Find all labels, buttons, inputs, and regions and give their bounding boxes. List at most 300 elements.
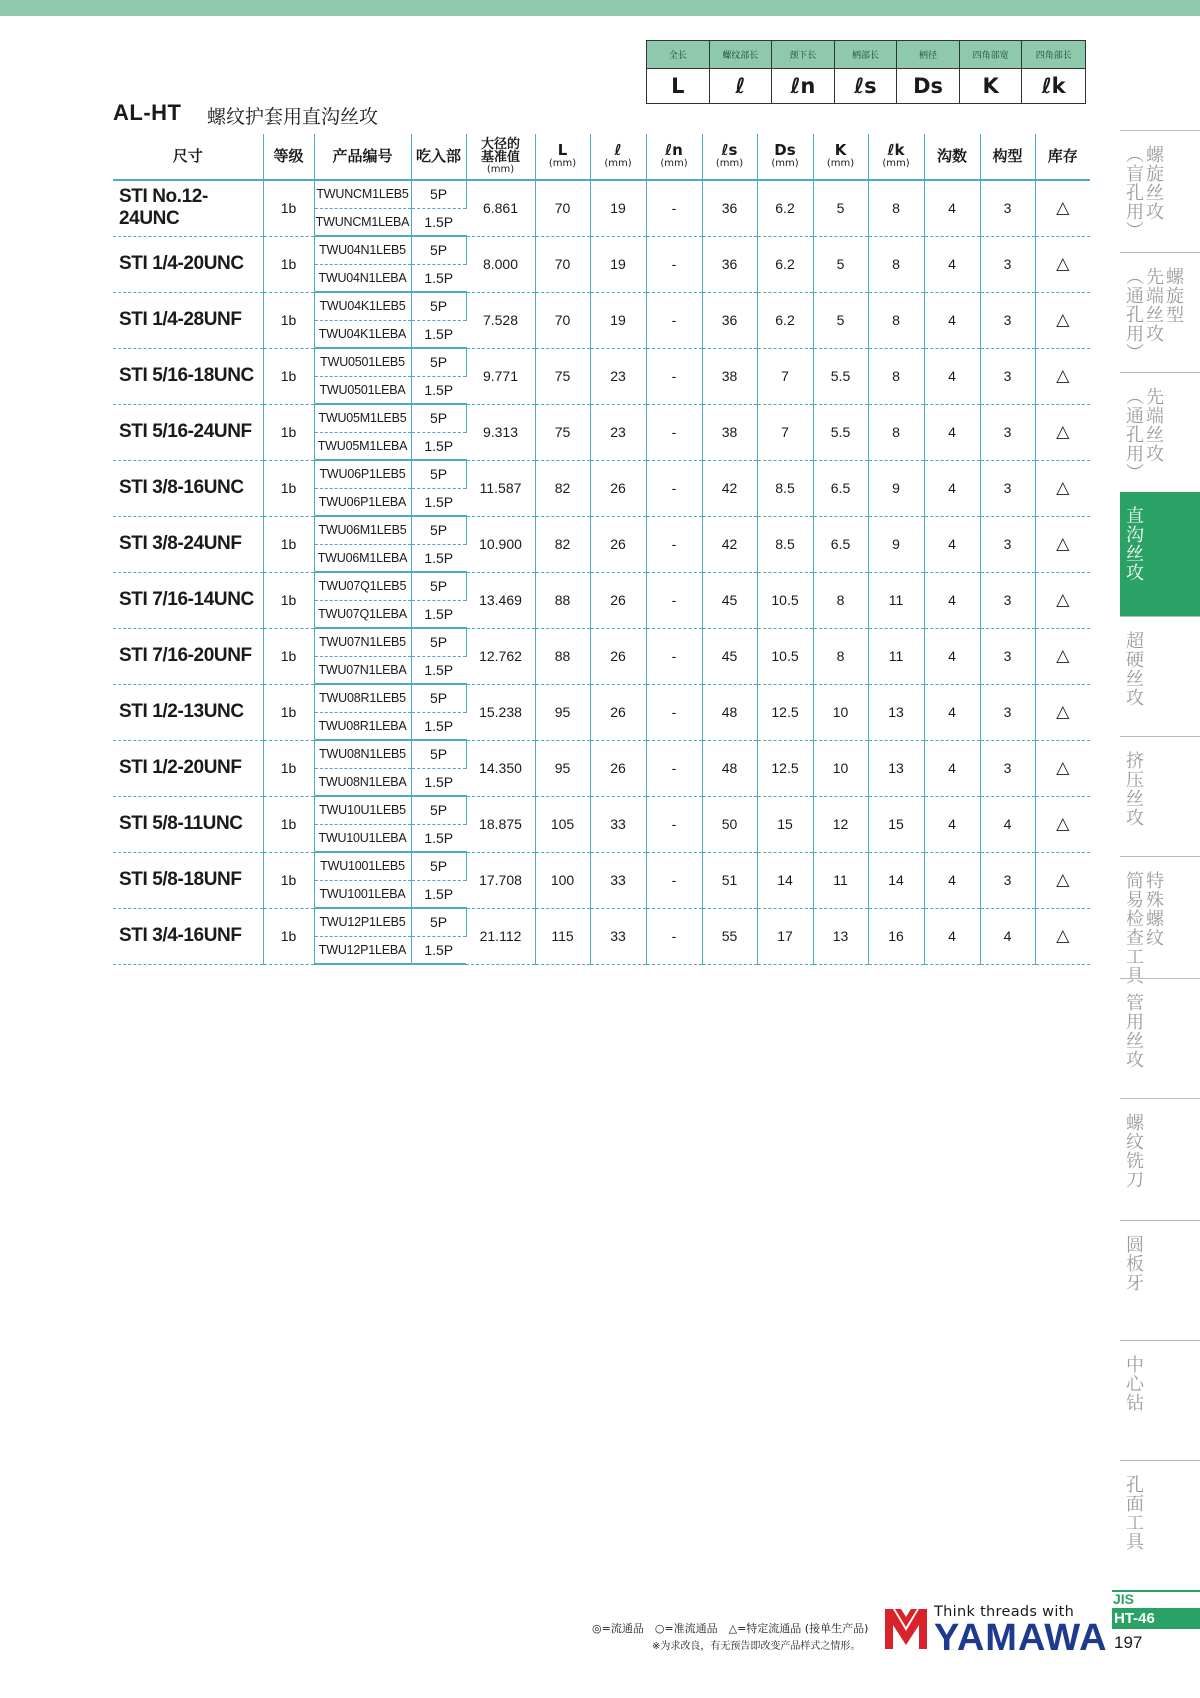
product-code-cell: TWU06P1LEBA <box>314 488 411 516</box>
Ds-cell: 7 <box>757 348 813 404</box>
header-lk-unit: (mm) <box>882 158 910 170</box>
ref-cell: 7.528 <box>466 292 535 348</box>
Ds-cell: 6.2 <box>757 180 813 236</box>
header-ref-line2: 基准值 <box>480 150 520 166</box>
side-tab-label: 先端丝攻 <box>1143 267 1164 343</box>
L-cell: 100 <box>535 852 590 908</box>
L-cell: 70 <box>535 292 590 348</box>
type-cell: 3 <box>980 236 1035 292</box>
ls-cell: 55 <box>702 908 757 964</box>
side-tab[interactable] <box>1120 1460 1200 1580</box>
lk-cell: 13 <box>868 684 924 740</box>
product-code-cell: TWU08N1LEB5 <box>314 740 411 768</box>
lk-cell: 11 <box>868 628 924 684</box>
ref-cell: 9.313 <box>466 404 535 460</box>
lk-cell: 16 <box>868 908 924 964</box>
header-grade: 等级 <box>263 134 314 180</box>
table-row <box>113 796 1090 824</box>
bite-cell: 1.5P <box>411 656 466 684</box>
l-cell: 26 <box>590 684 646 740</box>
ls-cell: 45 <box>702 572 757 628</box>
stock-cell: △ <box>1035 628 1090 684</box>
grade-cell: 1b <box>263 908 314 964</box>
bite-cell: 5P <box>411 684 466 712</box>
header-L <box>535 134 590 180</box>
header-K-unit: (mm) <box>826 158 855 170</box>
product-code-cell: TWU04K1LEB5 <box>314 292 411 320</box>
ls-cell: 48 <box>702 684 757 740</box>
bite-cell: 5P <box>411 852 466 880</box>
flutes-cell: 4 <box>924 516 980 572</box>
type-cell: 3 <box>980 516 1035 572</box>
side-tab-label: 螺纹铣刀 <box>1123 1113 1144 1189</box>
l-cell: 26 <box>590 628 646 684</box>
size-cell: STI 5/16-24UNF <box>113 404 263 460</box>
bite-cell: 1.5P <box>411 208 466 236</box>
bite-cell: 1.5P <box>411 432 466 460</box>
product-code-cell: TWU06M1LEBA <box>314 544 411 572</box>
product-code-cell: TWU06P1LEB5 <box>314 460 411 488</box>
ln-cell: - <box>646 628 702 684</box>
K-cell: 5 <box>813 292 868 348</box>
ref-cell: 13.469 <box>466 572 535 628</box>
L-cell: 95 <box>535 740 590 796</box>
table-header-row <box>113 134 1090 180</box>
bite-cell: 1.5P <box>411 544 466 572</box>
type-cell: 3 <box>980 628 1035 684</box>
grade-cell: 1b <box>263 292 314 348</box>
ln-cell: - <box>646 684 702 740</box>
lk-cell: 15 <box>868 796 924 852</box>
table-row <box>113 908 1090 936</box>
ref-cell: 21.112 <box>466 908 535 964</box>
L-cell: 88 <box>535 628 590 684</box>
type-cell: 3 <box>980 180 1035 236</box>
product-code-cell: TWU07N1LEBA <box>314 656 411 684</box>
spec-table <box>113 134 1090 965</box>
product-code-cell: TWU04K1LEBA <box>314 320 411 348</box>
top-color-bar <box>0 0 1200 16</box>
table-row <box>113 404 1090 432</box>
side-tab-label: 直沟丝攻 <box>1123 506 1144 582</box>
product-code-cell: TWU06M1LEB5 <box>314 516 411 544</box>
size-cell: STI 7/16-14UNC <box>113 572 263 628</box>
bite-cell: 1.5P <box>411 264 466 292</box>
ref-cell: 10.900 <box>466 516 535 572</box>
flutes-cell: 4 <box>924 572 980 628</box>
flutes-cell: 4 <box>924 740 980 796</box>
ref-cell: 17.708 <box>466 852 535 908</box>
ref-cell: 6.861 <box>466 180 535 236</box>
catalog-code: HT-46 <box>1112 1608 1200 1629</box>
Ds-cell: 12.5 <box>757 684 813 740</box>
ln-cell: - <box>646 740 702 796</box>
side-tab-label: 简易检查工具 <box>1123 871 1144 985</box>
ls-cell: 38 <box>702 404 757 460</box>
legend-label: 四角部宽 <box>960 41 1023 69</box>
grade-cell: 1b <box>263 404 314 460</box>
stock-cell: △ <box>1035 404 1090 460</box>
flutes-cell: 4 <box>924 292 980 348</box>
header-stock: 库存 <box>1035 134 1090 180</box>
product-code-cell: TWU07Q1LEBA <box>314 600 411 628</box>
product-code-cell: TWU0501LEBA <box>314 376 411 404</box>
ln-cell: - <box>646 908 702 964</box>
grade-cell: 1b <box>263 852 314 908</box>
dimension-legend <box>646 40 1086 104</box>
ref-cell: 9.771 <box>466 348 535 404</box>
legend-symbol: ℓn <box>772 69 835 103</box>
bite-cell: 1.5P <box>411 880 466 908</box>
l-cell: 23 <box>590 348 646 404</box>
Ds-cell: 7 <box>757 404 813 460</box>
K-cell: 5.5 <box>813 404 868 460</box>
side-tab-label: 管用丝攻 <box>1123 993 1144 1069</box>
header-l-label: ℓ <box>614 141 622 160</box>
side-tab-label: （通孔用） <box>1123 387 1144 482</box>
legend-symbol: ℓs <box>835 69 898 103</box>
ls-cell: 36 <box>702 180 757 236</box>
stock-cell: △ <box>1035 740 1090 796</box>
ref-cell: 8.000 <box>466 236 535 292</box>
grade-cell: 1b <box>263 796 314 852</box>
legend-symbol: L <box>647 69 710 103</box>
side-tab[interactable] <box>1120 616 1200 736</box>
yamawa-logo-icon <box>883 1605 929 1651</box>
product-code-cell: TWU10U1LEB5 <box>314 796 411 824</box>
type-cell: 4 <box>980 908 1035 964</box>
ln-cell: - <box>646 516 702 572</box>
K-cell: 6.5 <box>813 460 868 516</box>
l-cell: 26 <box>590 740 646 796</box>
jis-label: JIS <box>1112 1590 1200 1606</box>
lk-cell: 8 <box>868 348 924 404</box>
l-cell: 23 <box>590 404 646 460</box>
side-tab-label: 中心钻 <box>1123 1355 1144 1412</box>
lk-cell: 14 <box>868 852 924 908</box>
l-cell: 26 <box>590 460 646 516</box>
ls-cell: 42 <box>702 460 757 516</box>
lk-cell: 11 <box>868 572 924 628</box>
stock-cell: △ <box>1035 460 1090 516</box>
header-ln <box>646 134 702 180</box>
header-ln-label: ℓn <box>665 141 683 160</box>
size-cell: STI 5/8-18UNF <box>113 852 263 908</box>
product-code-cell: TWU04N1LEBA <box>314 264 411 292</box>
ln-cell: - <box>646 180 702 236</box>
header-ls-unit: (mm) <box>715 158 744 170</box>
K-cell: 10 <box>813 740 868 796</box>
ls-cell: 36 <box>702 292 757 348</box>
table-row <box>113 236 1090 264</box>
table-row <box>113 740 1090 768</box>
l-cell: 19 <box>590 292 646 348</box>
Ds-cell: 15 <box>757 796 813 852</box>
size-cell: STI 3/4-16UNF <box>113 908 263 964</box>
bite-cell: 5P <box>411 796 466 824</box>
ln-cell: - <box>646 852 702 908</box>
change-notice: ※为求改良，有无预告即改变产品样式之情形。 <box>652 1641 861 1652</box>
type-cell: 3 <box>980 348 1035 404</box>
size-cell: STI 1/2-13UNC <box>113 684 263 740</box>
product-code-cell: TWU12P1LEB5 <box>314 908 411 936</box>
table-row <box>113 572 1090 600</box>
product-code-cell: TWU05M1LEBA <box>314 432 411 460</box>
table-row <box>113 628 1090 656</box>
ls-cell: 48 <box>702 740 757 796</box>
side-tab-label: 螺旋丝攻 <box>1143 145 1164 221</box>
type-cell: 3 <box>980 292 1035 348</box>
side-tab[interactable] <box>1120 978 1200 1098</box>
K-cell: 5.5 <box>813 348 868 404</box>
legend-symbol: K <box>960 69 1023 103</box>
legend-symbol: ℓ <box>710 69 773 103</box>
product-code-cell: TWU1001LEB5 <box>314 852 411 880</box>
ln-cell: - <box>646 236 702 292</box>
grade-cell: 1b <box>263 684 314 740</box>
flutes-cell: 4 <box>924 908 980 964</box>
header-Ds-unit: (mm) <box>771 158 799 170</box>
page-title: AL-HT <box>113 100 182 125</box>
side-tab[interactable] <box>1120 1098 1200 1220</box>
ls-cell: 45 <box>702 628 757 684</box>
size-cell: STI 5/16-18UNC <box>113 348 263 404</box>
l-cell: 19 <box>590 180 646 236</box>
Ds-cell: 14 <box>757 852 813 908</box>
size-cell: STI 1/4-28UNF <box>113 292 263 348</box>
header-code: 产品编号 <box>314 134 411 180</box>
side-tab-label: 挤压丝攻 <box>1123 751 1144 827</box>
product-code-cell: TWU1001LEBA <box>314 880 411 908</box>
product-code-cell: TWU07Q1LEB5 <box>314 572 411 600</box>
flutes-cell: 4 <box>924 852 980 908</box>
flutes-cell: 4 <box>924 684 980 740</box>
side-tab-label: 先端丝攻 <box>1143 387 1164 463</box>
side-tab-label: （盲孔用） <box>1123 145 1144 240</box>
ln-cell: - <box>646 348 702 404</box>
type-cell: 3 <box>980 684 1035 740</box>
K-cell: 5 <box>813 236 868 292</box>
bite-cell: 1.5P <box>411 936 466 964</box>
ln-cell: - <box>646 292 702 348</box>
ls-cell: 51 <box>702 852 757 908</box>
l-cell: 33 <box>590 796 646 852</box>
product-code-cell: TWU08R1LEB5 <box>314 684 411 712</box>
header-Ds <box>757 134 813 180</box>
legend-label: 柄部长 <box>835 41 898 69</box>
K-cell: 10 <box>813 684 868 740</box>
bite-cell: 5P <box>411 460 466 488</box>
lk-cell: 8 <box>868 292 924 348</box>
product-code-cell: TWU10U1LEBA <box>314 824 411 852</box>
table-row <box>113 348 1090 376</box>
header-L-unit: (mm) <box>548 158 577 170</box>
side-tab[interactable] <box>1120 1220 1200 1340</box>
ln-cell: - <box>646 460 702 516</box>
Ds-cell: 10.5 <box>757 572 813 628</box>
K-cell: 11 <box>813 852 868 908</box>
side-tab[interactable] <box>1120 492 1200 616</box>
ls-cell: 38 <box>702 348 757 404</box>
Ds-cell: 6.2 <box>757 236 813 292</box>
bite-cell: 1.5P <box>411 376 466 404</box>
ln-cell: - <box>646 572 702 628</box>
L-cell: 95 <box>535 684 590 740</box>
grade-cell: 1b <box>263 348 314 404</box>
product-code-cell: TWU0501LEB5 <box>314 348 411 376</box>
page-number: 197 <box>1114 1633 1143 1652</box>
type-cell: 4 <box>980 796 1035 852</box>
lk-cell: 9 <box>868 460 924 516</box>
flutes-cell: 4 <box>924 460 980 516</box>
side-tab[interactable] <box>1120 1340 1200 1460</box>
side-tab-label: 超硬丝攻 <box>1123 631 1144 707</box>
ls-cell: 36 <box>702 236 757 292</box>
table-row <box>113 460 1090 488</box>
product-code-cell: TWU12P1LEBA <box>314 936 411 964</box>
flutes-cell: 4 <box>924 348 980 404</box>
legend-symbol: Ds <box>897 69 960 103</box>
legend-label: 四角部长 <box>1022 41 1085 69</box>
size-cell: STI 5/8-11UNC <box>113 796 263 852</box>
K-cell: 8 <box>813 628 868 684</box>
side-tab-label: （通孔用） <box>1123 267 1144 362</box>
size-cell: STI 1/4-20UNC <box>113 236 263 292</box>
grade-cell: 1b <box>263 572 314 628</box>
L-cell: 75 <box>535 404 590 460</box>
grade-cell: 1b <box>263 460 314 516</box>
stock-legend-note: ◎=流通品 ○=准流通品 △=特定流通品 (接单生产品) <box>592 1622 869 1635</box>
lk-cell: 9 <box>868 516 924 572</box>
header-bite: 吃入部 <box>411 134 466 180</box>
product-code-cell: TWUNCM1LEB5 <box>314 180 411 208</box>
ref-cell: 14.350 <box>466 740 535 796</box>
side-tab[interactable] <box>1120 856 1200 985</box>
K-cell: 8 <box>813 572 868 628</box>
brand-name: YAMAWA <box>934 1617 1108 1659</box>
product-code-cell: TWU04N1LEB5 <box>314 236 411 264</box>
ls-cell: 42 <box>702 516 757 572</box>
L-cell: 82 <box>535 516 590 572</box>
product-code-cell: TWU07N1LEB5 <box>314 628 411 656</box>
stock-cell: △ <box>1035 236 1090 292</box>
header-size: 尺寸 <box>113 134 263 180</box>
header-ref <box>466 134 535 180</box>
type-cell: 3 <box>980 852 1035 908</box>
header-l <box>590 134 646 180</box>
type-cell: 3 <box>980 460 1035 516</box>
Ds-cell: 10.5 <box>757 628 813 684</box>
table-row <box>113 852 1090 880</box>
header-flutes: 沟数 <box>924 134 980 180</box>
stock-cell: △ <box>1035 516 1090 572</box>
stock-cell: △ <box>1035 572 1090 628</box>
header-lk <box>868 134 924 180</box>
L-cell: 115 <box>535 908 590 964</box>
type-cell: 3 <box>980 572 1035 628</box>
L-cell: 70 <box>535 180 590 236</box>
product-code-cell: TWU05M1LEB5 <box>314 404 411 432</box>
flutes-cell: 4 <box>924 796 980 852</box>
ref-cell: 11.587 <box>466 460 535 516</box>
product-code-cell: TWUNCM1LEBA <box>314 208 411 236</box>
side-tab-label: 螺旋型 <box>1163 267 1184 324</box>
flutes-cell: 4 <box>924 180 980 236</box>
legend-label: 螺纹部长 <box>710 41 773 69</box>
page-subtitle: 螺纹护套用直沟丝攻 <box>207 106 379 128</box>
bite-cell: 5P <box>411 908 466 936</box>
grade-cell: 1b <box>263 180 314 236</box>
legend-label: 颈下长 <box>772 41 835 69</box>
K-cell: 13 <box>813 908 868 964</box>
bite-cell: 1.5P <box>411 824 466 852</box>
l-cell: 33 <box>590 908 646 964</box>
stock-cell: △ <box>1035 852 1090 908</box>
ls-cell: 50 <box>702 796 757 852</box>
product-code-cell: TWU08N1LEBA <box>314 768 411 796</box>
l-cell: 26 <box>590 572 646 628</box>
size-cell: STI 3/8-16UNC <box>113 460 263 516</box>
lk-cell: 13 <box>868 740 924 796</box>
table-row <box>113 180 1090 208</box>
ln-cell: - <box>646 404 702 460</box>
lk-cell: 8 <box>868 236 924 292</box>
header-l-unit: (mm) <box>604 158 632 170</box>
brand-tagline: Think threads with <box>934 1604 1075 1620</box>
product-code-cell: TWU08R1LEBA <box>314 712 411 740</box>
stock-cell: △ <box>1035 796 1090 852</box>
K-cell: 12 <box>813 796 868 852</box>
stock-cell: △ <box>1035 180 1090 236</box>
stock-cell: △ <box>1035 908 1090 964</box>
side-tab[interactable] <box>1120 130 1200 252</box>
bite-cell: 1.5P <box>411 320 466 348</box>
header-ref-line1: 大径的 <box>480 136 520 152</box>
size-cell: STI 7/16-20UNF <box>113 628 263 684</box>
ref-cell: 15.238 <box>466 684 535 740</box>
grade-cell: 1b <box>263 628 314 684</box>
l-cell: 19 <box>590 236 646 292</box>
Ds-cell: 8.5 <box>757 516 813 572</box>
grade-cell: 1b <box>263 516 314 572</box>
header-ls <box>702 134 757 180</box>
side-tab[interactable] <box>1120 252 1200 372</box>
stock-cell: △ <box>1035 292 1090 348</box>
Ds-cell: 8.5 <box>757 460 813 516</box>
header-type: 构型 <box>980 134 1035 180</box>
bite-cell: 5P <box>411 516 466 544</box>
side-tab[interactable] <box>1120 372 1200 492</box>
stock-cell: △ <box>1035 348 1090 404</box>
L-cell: 82 <box>535 460 590 516</box>
ref-cell: 12.762 <box>466 628 535 684</box>
Ds-cell: 17 <box>757 908 813 964</box>
header-K-label: K <box>834 141 847 160</box>
l-cell: 26 <box>590 516 646 572</box>
table-row <box>113 292 1090 320</box>
header-ref-unit: (mm) <box>486 163 515 175</box>
bite-cell: 5P <box>411 348 466 376</box>
ref-cell: 18.875 <box>466 796 535 852</box>
ln-cell: - <box>646 796 702 852</box>
bite-cell: 5P <box>411 292 466 320</box>
bite-cell: 1.5P <box>411 712 466 740</box>
side-tab-label: 圆板牙 <box>1123 1235 1144 1292</box>
bite-cell: 5P <box>411 572 466 600</box>
header-ln-unit: (mm) <box>660 158 688 170</box>
table-row <box>113 516 1090 544</box>
side-tab[interactable] <box>1120 736 1200 856</box>
